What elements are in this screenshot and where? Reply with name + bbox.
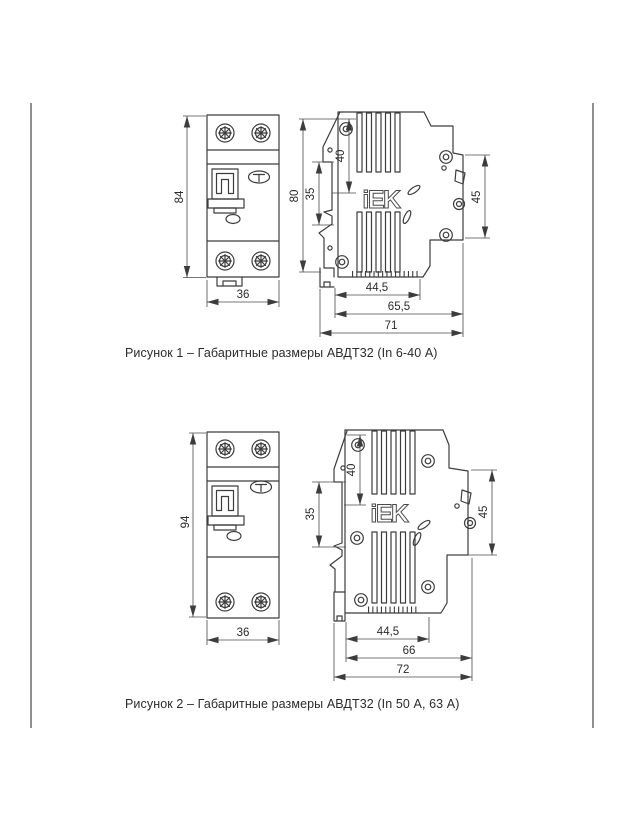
- dim-label-depth-b: 65,5: [387, 301, 411, 313]
- dim-label-depth-c: 72: [396, 664, 410, 676]
- din-clip-side: [334, 592, 345, 621]
- figure1-side-view: [319, 112, 465, 287]
- figure1-caption: Рисунок 1 – Габаритные размеры АВДТ32 (In 6-40 А): [125, 346, 438, 360]
- figure-1: [174, 112, 490, 337]
- vent-slots-top: [372, 431, 415, 494]
- figure1-front-dimensions: [174, 116, 279, 307]
- dim-label-front-face: 45: [478, 505, 490, 519]
- dim-label-depth-c: 71: [384, 320, 398, 332]
- figure2-front-view: [207, 432, 279, 618]
- dim-label-depth-a: 44,5: [365, 282, 389, 294]
- test-button: [249, 171, 270, 183]
- figure-2: [180, 430, 497, 681]
- vent-slots-top: [357, 113, 400, 172]
- dim-label-front-width: 36: [236, 289, 250, 301]
- dim-label-din-recess: 35: [305, 507, 317, 521]
- dim-label-front-height: 94: [180, 515, 192, 529]
- dim-label-front-width: 36: [236, 627, 250, 639]
- din-clip-side: [320, 268, 334, 287]
- figure1-front-view: [207, 115, 279, 286]
- figure2-caption: Рисунок 2 – Габаритные размеры АВДТ32 (In 50 А, 63 А): [125, 697, 460, 711]
- indicator-window: [227, 532, 241, 541]
- indicator-window: [226, 215, 240, 224]
- mold-mark: [417, 519, 431, 531]
- vent-slots-bottom: [372, 532, 415, 603]
- dim-label-din-recess: 35: [305, 187, 317, 201]
- iek-logo: iEK: [370, 500, 408, 528]
- vent-slots-bottom: [357, 212, 400, 272]
- test-button: [251, 481, 272, 493]
- toggle-lever: [208, 169, 244, 213]
- mold-mark: [402, 210, 413, 225]
- dim-label-front-height: 84: [174, 190, 186, 204]
- mold-mark: [412, 532, 423, 547]
- figure1-side-dimensions: [289, 119, 490, 337]
- dim-label-top-depth: 40: [335, 149, 347, 163]
- figure2-side-view: [330, 430, 476, 621]
- din-rail-profile: [319, 112, 340, 277]
- dim-label-side-height: 80: [289, 189, 301, 203]
- dim-label-depth-a: 44,5: [376, 626, 400, 638]
- dim-label-depth-b: 66: [402, 645, 416, 657]
- toggle-lever: [208, 486, 244, 530]
- dim-label-front-face: 45: [471, 190, 483, 204]
- mold-mark: [407, 184, 421, 196]
- iek-logo: iEK: [362, 186, 400, 214]
- din-clip-front: [217, 277, 242, 286]
- dim-label-top-depth: 40: [346, 463, 358, 477]
